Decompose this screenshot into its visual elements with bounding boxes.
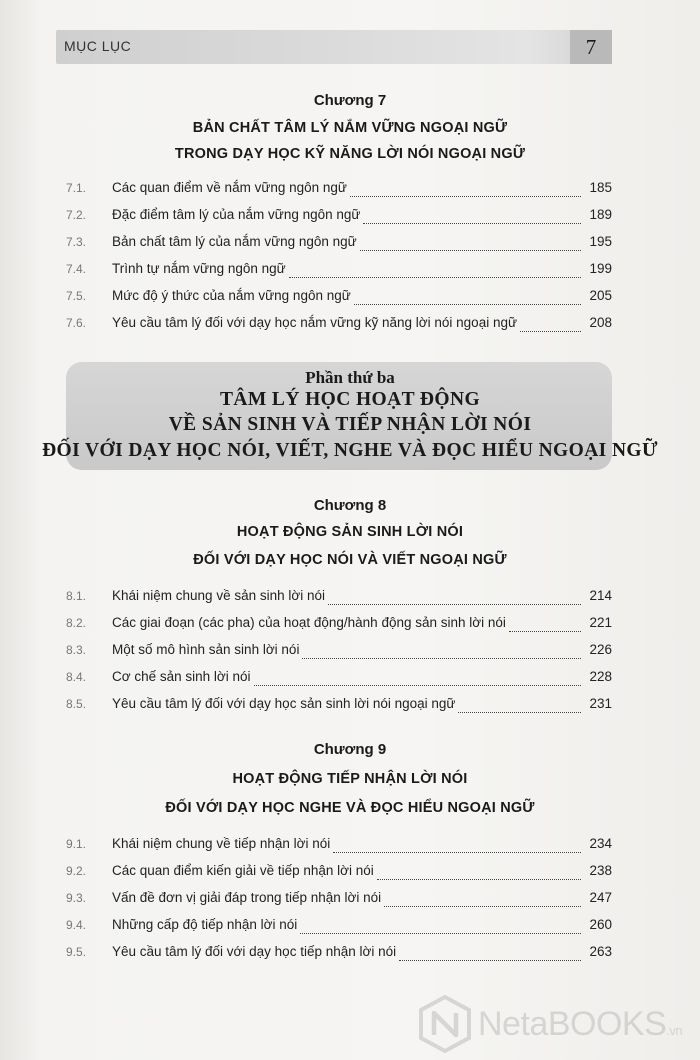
toc-entry-number: 9.5. <box>66 945 87 959</box>
toc-entry <box>66 669 612 689</box>
chapter-9-label: Chương 9 <box>313 741 387 758</box>
toc-entry-title: Khái niệm chung về sản sinh lời nói <box>112 588 325 603</box>
toc-entry-page: 214 <box>589 588 612 603</box>
toc-entry-title: Khái niệm chung về tiếp nhận lời nói <box>112 836 331 851</box>
toc-entry <box>66 615 612 635</box>
part-3-title-line-1: TÂM LÝ HỌC HOẠT ĐỘNG <box>219 389 481 410</box>
toc-entry-number: 9.1. <box>66 837 87 851</box>
chapter-7-label: Chương 7 <box>313 92 387 109</box>
toc-leader-dots <box>328 603 581 605</box>
toc-leader-dots <box>509 630 581 632</box>
toc-entry-number: 9.2. <box>66 864 87 878</box>
toc-entry <box>66 836 612 856</box>
toc-entry-number: 9.4. <box>66 918 87 932</box>
toc-entry-number: 7.5. <box>66 289 87 303</box>
toc-entry <box>66 917 612 937</box>
chapter-7-title-line-2: TRONG DẠY HỌC KỸ NĂNG LỜI NÓI NGOẠI NGỮ <box>174 146 526 162</box>
toc-leader-dots <box>254 684 581 686</box>
toc-entry <box>66 588 612 608</box>
toc-entry-number: 9.3. <box>66 891 87 905</box>
toc-entry-number: 7.4. <box>66 262 87 276</box>
toc-entry-title: Các quan điểm kiến giải về tiếp nhận lời nói <box>112 863 374 878</box>
toc-leader-dots <box>360 249 581 251</box>
toc-entry-page: 247 <box>589 890 612 905</box>
neta-hexagon-logo-icon <box>418 995 472 1053</box>
chapter-8-title-line-2: ĐỐI VỚI DẠY HỌC NÓI VÀ VIẾT NGOẠI NGỮ <box>193 552 507 568</box>
toc-entry-number: 8.1. <box>66 589 87 603</box>
toc-entry-number: 8.2. <box>66 616 87 630</box>
toc-entry-number: 7.2. <box>66 208 87 222</box>
part-3-label: Phần thứ ba <box>305 368 395 387</box>
watermark <box>418 994 688 1054</box>
chapter-9-title-line-2: ĐỐI VỚI DẠY HỌC NGHE VÀ ĐỌC HIỂU NGOẠI NGỮ <box>165 800 535 816</box>
toc-leader-dots <box>289 276 581 278</box>
toc-entry-title: Yêu cầu tâm lý đối với dạy học nắm vững kỹ năng lời nói ngoại ngữ <box>112 315 517 330</box>
toc-entry-number: 8.5. <box>66 697 87 711</box>
toc-leader-dots <box>302 657 581 659</box>
toc-leader-dots <box>300 932 581 934</box>
toc-entry-title: Yêu cầu tâm lý đối với dạy học sản sinh lời nói ngoại ngữ <box>112 696 456 711</box>
toc-entry-page: 228 <box>589 669 612 684</box>
toc-leader-dots <box>458 711 581 713</box>
watermark-brand: NetaBOOKS <box>478 1004 667 1043</box>
section-title: MỤC LỤC <box>64 38 132 54</box>
watermark-text <box>478 1005 682 1044</box>
toc-entry-title: Vấn đề đơn vị giải đáp trong tiếp nhận lời nói <box>112 890 382 905</box>
toc-entry <box>66 315 612 335</box>
toc-entry-number: 7.1. <box>66 181 87 195</box>
toc-entry-number: 7.6. <box>66 316 87 330</box>
toc-entry <box>66 234 612 254</box>
toc-entry-number: 8.3. <box>66 643 87 657</box>
toc-entry-title: Các giai đoạn (các pha) của hoạt động/hành động sản sinh lời nói <box>112 615 506 630</box>
toc-entry-number: 8.4. <box>66 670 87 684</box>
toc-leader-dots <box>384 905 581 907</box>
toc-entry-page: 199 <box>589 261 612 276</box>
part-3-title-line-3: ĐỐI VỚI DẠY HỌC NÓI, VIẾT, NGHE VÀ ĐỌC HIỂU NGOẠI NGỮ <box>42 440 658 461</box>
toc-entry-page: 263 <box>589 944 612 959</box>
toc-entry-page: 195 <box>589 234 612 249</box>
toc-entry <box>66 863 612 883</box>
toc-entry <box>66 696 612 716</box>
toc-entry-page: 226 <box>589 642 612 657</box>
toc-entry-page: 231 <box>589 696 612 711</box>
toc-entry-number: 7.3. <box>66 235 87 249</box>
toc-entry <box>66 180 612 200</box>
toc-entry-title: Yêu cầu tâm lý đối với dạy học tiếp nhận lời nói <box>112 944 397 959</box>
header-bar <box>56 30 612 64</box>
toc-entry <box>66 207 612 227</box>
toc-entry-title: Trình tự nắm vững ngôn ngữ <box>112 261 286 276</box>
toc-entry-title: Đặc điểm tâm lý của nắm vững ngôn ngữ <box>112 207 361 222</box>
toc-entry-page: 189 <box>589 207 612 222</box>
toc-entry-page: 205 <box>589 288 612 303</box>
chapter-7-title-line-1: BẢN CHẤT TÂM LÝ NẮM VỮNG NGOẠI NGỮ <box>192 120 508 136</box>
toc-entry-page: 208 <box>589 315 612 330</box>
toc-leader-dots <box>354 303 581 305</box>
toc-entry <box>66 642 612 662</box>
page-number: 7 <box>570 30 612 64</box>
toc-entry-page: 221 <box>589 615 612 630</box>
watermark-suffix: .vn <box>666 1022 683 1038</box>
toc-entry-page: 234 <box>589 836 612 851</box>
toc-entry-title: Những cấp độ tiếp nhận lời nói <box>112 917 298 932</box>
toc-entry-page: 185 <box>589 180 612 195</box>
toc-entry-page: 238 <box>589 863 612 878</box>
chapter-9-title-line-1: HOẠT ĐỘNG TIẾP NHẬN LỜI NÓI <box>232 771 468 787</box>
toc-entry <box>66 288 612 308</box>
toc-entry <box>66 944 612 964</box>
chapter-8-label: Chương 8 <box>313 497 387 514</box>
toc-entry-title: Mức độ ý thức của nắm vững ngôn ngữ <box>112 288 351 303</box>
chapter-8-title-line-1: HOẠT ĐỘNG SẢN SINH LỜI NÓI <box>236 524 464 540</box>
toc-entry <box>66 261 612 281</box>
part-3-title-line-2: VỀ SẢN SINH VÀ TIẾP NHẬN LỜI NÓI <box>168 414 532 435</box>
toc-entry <box>66 890 612 910</box>
toc-leader-dots <box>333 851 581 853</box>
toc-entry-title: Các quan điểm về nắm vững ngôn ngữ <box>112 180 347 195</box>
toc-entry-title: Bản chất tâm lý của nắm vững ngôn ngữ <box>112 234 357 249</box>
toc-leader-dots <box>520 330 581 332</box>
toc-leader-dots <box>399 959 581 961</box>
toc-leader-dots <box>363 222 581 224</box>
toc-entry-page: 260 <box>589 917 612 932</box>
toc-leader-dots <box>377 878 581 880</box>
toc-entry-title: Một số mô hình sản sinh lời nói <box>112 642 300 657</box>
toc-leader-dots <box>350 195 581 197</box>
toc-entry-title: Cơ chế sản sinh lời nói <box>112 669 251 684</box>
